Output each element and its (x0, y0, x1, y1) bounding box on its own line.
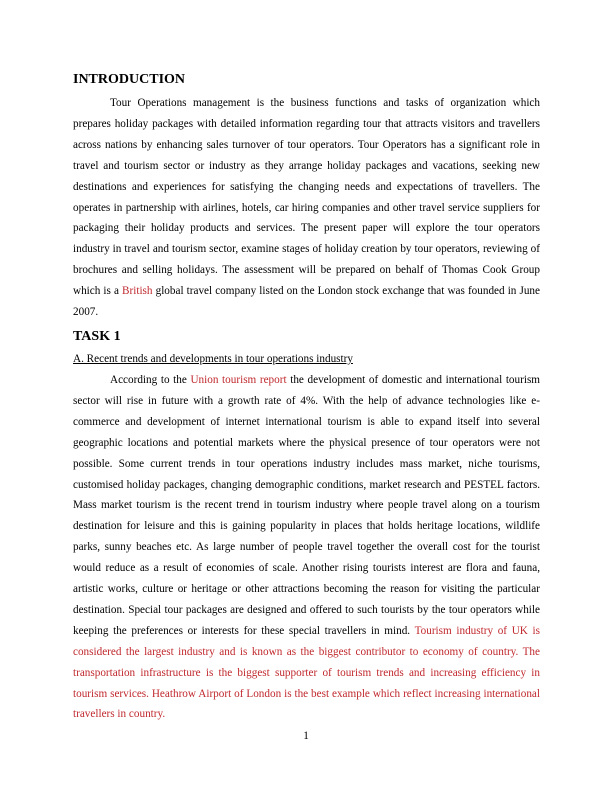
task-red-tail: Tourism industry of UK is considered the largest industry and is known as the biggest contributor to economy of country. The transportation infrastructure is the biggest supporter of tourism trends and increasing efficiency in tourism services. Heathrow Airport of London is the best example which reflect increasing international travellers in country. (73, 624, 540, 721)
page-number: 1 (303, 730, 309, 742)
task-highlight: Union tourism report (190, 373, 287, 386)
task-paragraph (73, 370, 540, 725)
page-content (73, 70, 540, 725)
intro-text-end: global travel company listed on the London stock exchange that was founded in June 2007. (73, 285, 540, 319)
intro-paragraph (73, 93, 540, 323)
task-text-start: According to the (110, 373, 191, 386)
section-subheading: A. Recent trends and developments in tour operations industry (73, 352, 353, 365)
intro-text-start: Tour Operations management is the business functions and tasks of organization which prepares holiday packages with detailed information regarding tour that attracts visitors and travellers across nations by enhancing sales turnover of tour operators. Tour Operators has a significant role in travel and tourism sector or industry as they arrange holiday packages and vacations, seeking new destinations and experiences for satisfying the changing needs and expectations of travellers. The operates in partnership with airlines, hotels, car hiring companies and other travel service suppliers for packaging their holiday products and services. The present paper will explore the tour operators industry in travel and tourism sector, examine stages of holiday creation by tour operators, reviewing of brochures and selling holidays. The assessment will be prepared on behalf of Thomas Cook Group which is a (73, 97, 540, 298)
task-text-middle: the development of domestic and international tourism sector will rise in future with a growth rate of 4%. With the help of advance technologies like e-commerce and development of internet international tourism is able to expand itself into several geographic locations and potential markets where the physical presence of tour operators were not possible. Some current trends in tour operations industry includes mass market, niche tourisms, customised holiday packages, changing demographic conditions, market research and PESTEL factors. Mass market tourism is the recent trend in tourism industry where people travel along on a tourism destination for leisure and this is gaining popularity in places that holds heritage locations, wildlife parks, sunny beaches etc. As large number of people travel together the overall cost for the tourist would reduce as a result of economies of scale. Another rising tourists interest are flora and fauna, artistic works, culture or heritage or other attractions becoming the reason for visiting the particular destination. Special tour packages are designed and offered to such tourists by the tour operators while keeping the preferences or interests for these special travellers in mind. (73, 373, 540, 637)
intro-heading: INTRODUCTION (73, 72, 186, 87)
task-heading: TASK 1 (73, 328, 121, 344)
intro-highlight: British (122, 285, 153, 298)
